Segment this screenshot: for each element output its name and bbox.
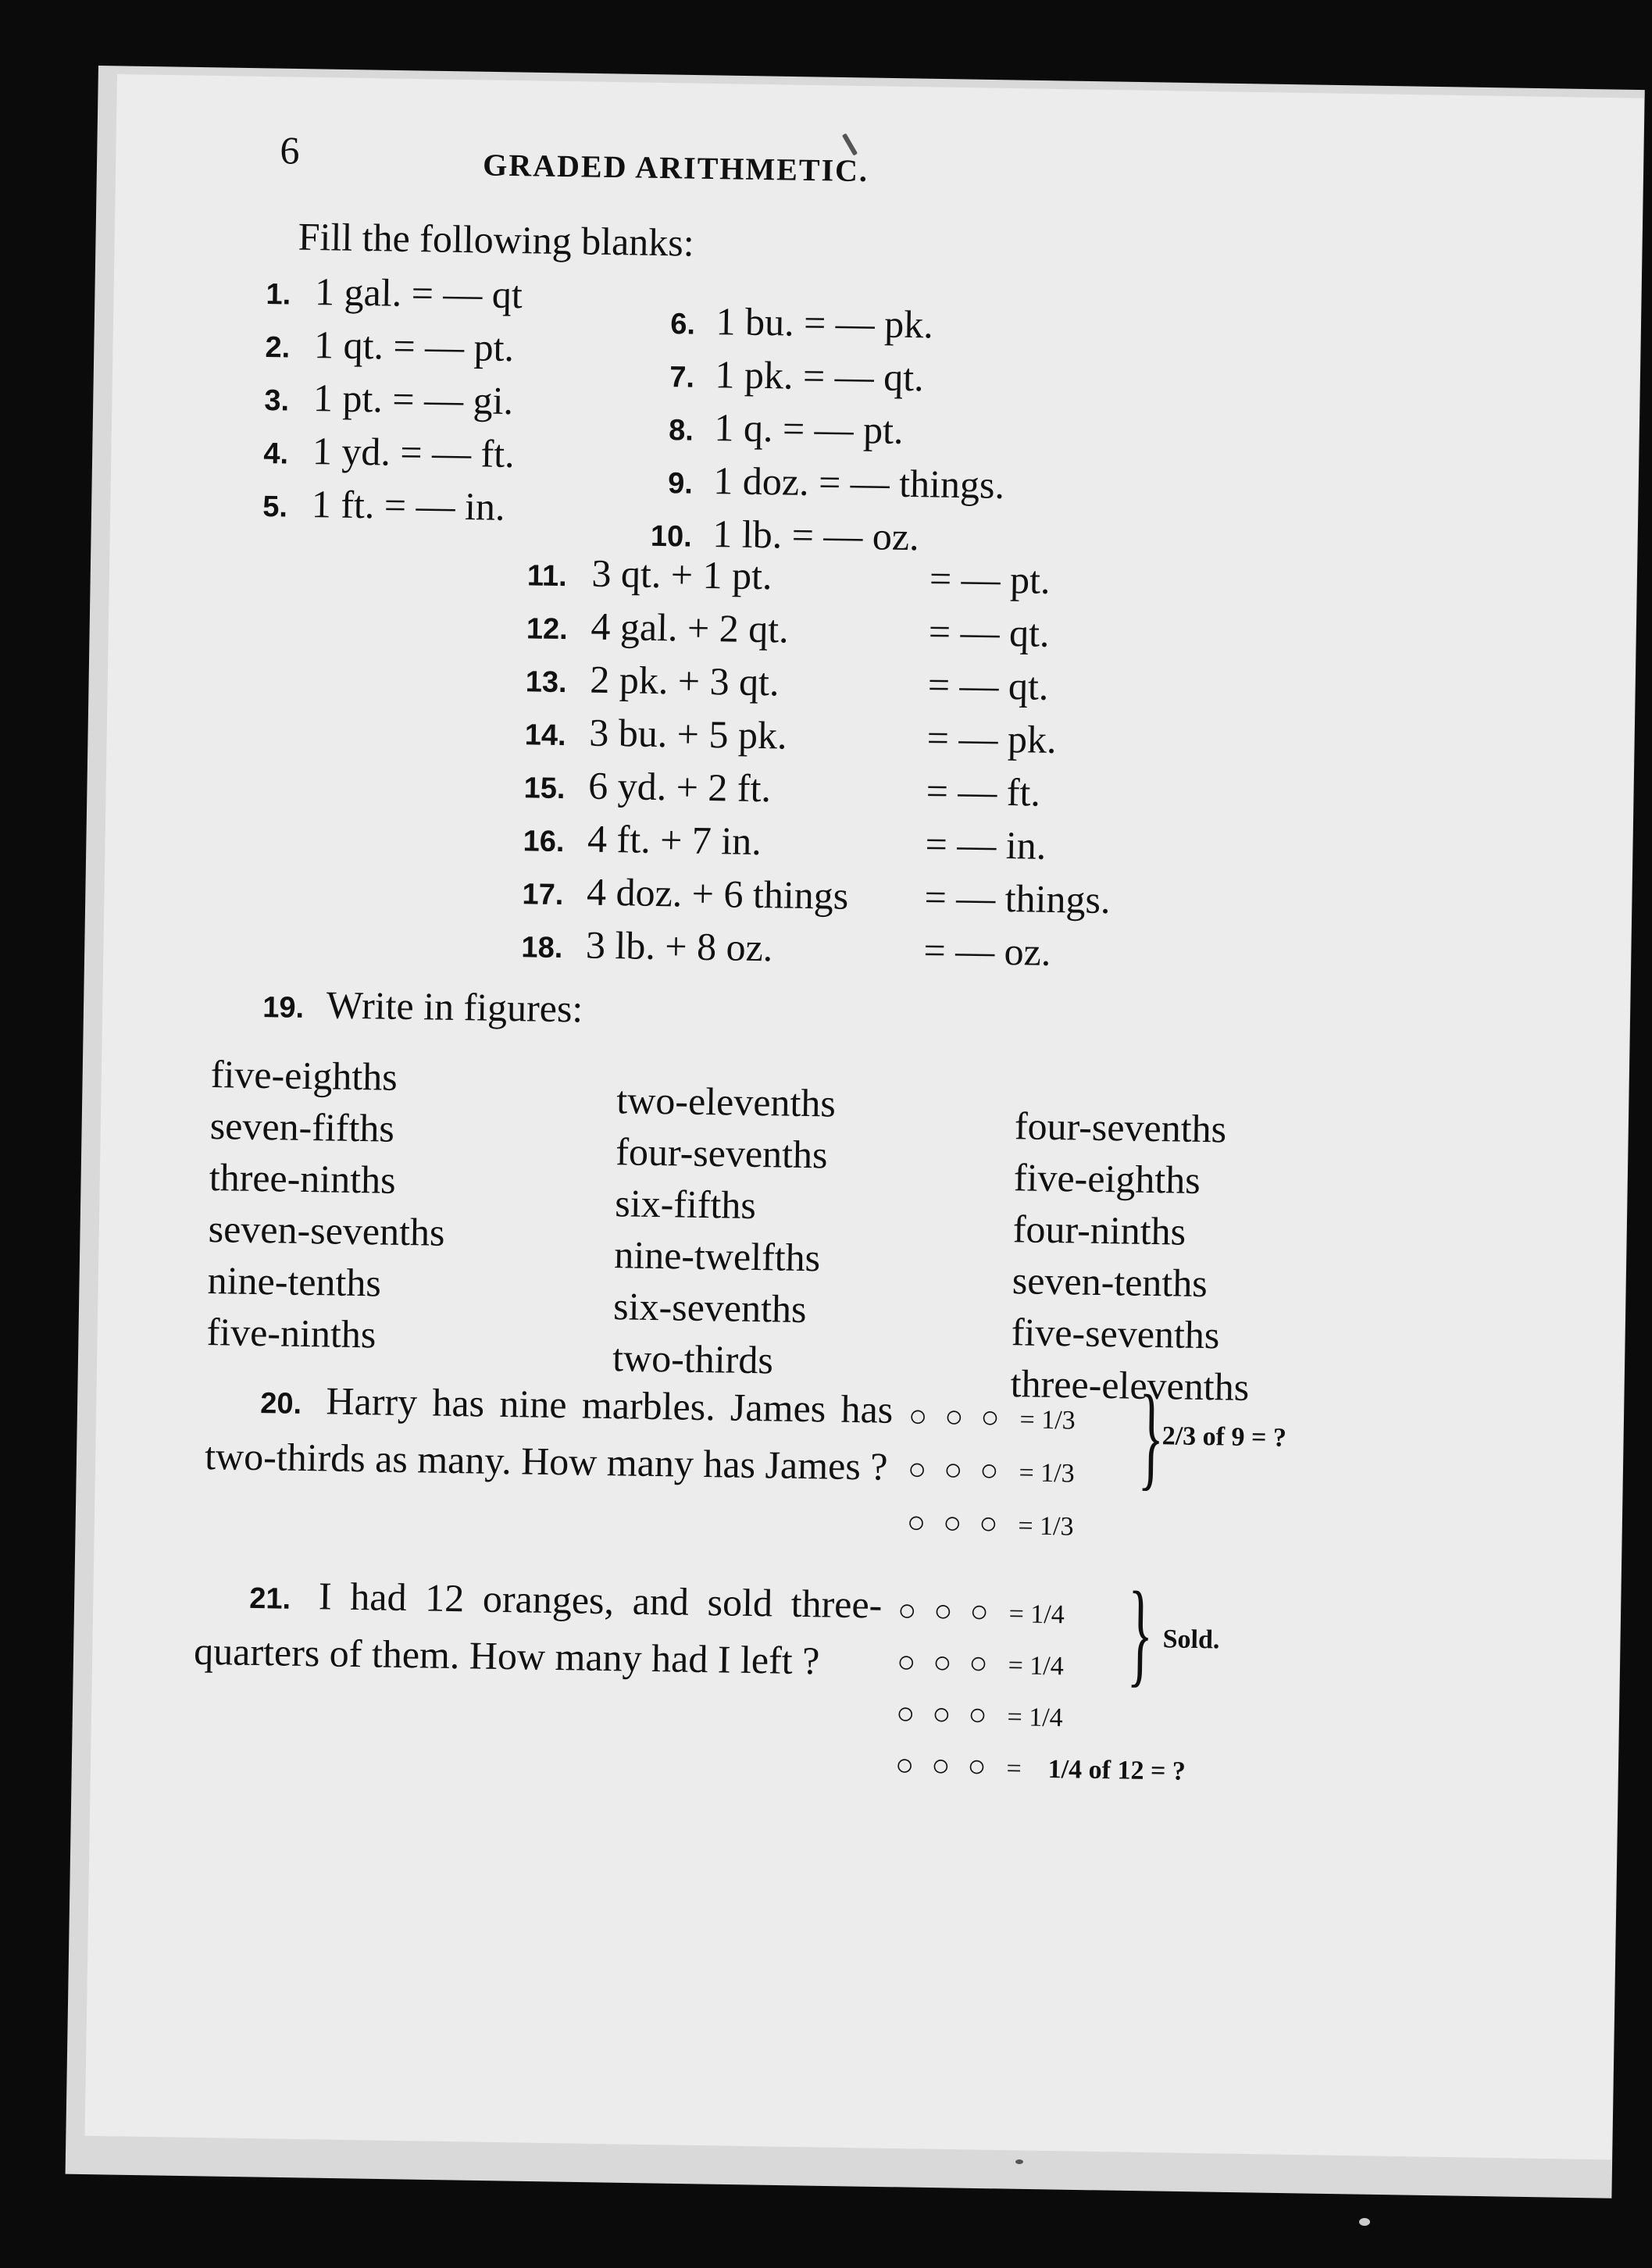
marble-group: ○○○ bbox=[906, 1504, 1015, 1542]
fraction-column-3 bbox=[1010, 1100, 1254, 1413]
exercise-9 bbox=[645, 457, 1004, 508]
exercise-number: 9. bbox=[667, 467, 694, 501]
exercise-text: 1 q. = — pt. bbox=[714, 405, 904, 452]
orange-row-value: = 1/4 bbox=[1008, 1651, 1065, 1681]
right-brace-icon: } bbox=[1137, 1371, 1165, 1502]
right-brace-icon: } bbox=[1126, 1567, 1154, 1699]
fraction-word: five-ninths bbox=[206, 1310, 376, 1357]
fraction-word: five-eighths bbox=[210, 1052, 398, 1099]
fraction-word: six-fifths bbox=[614, 1181, 757, 1228]
fraction-word: seven-sevenths bbox=[208, 1207, 445, 1254]
fraction-word: seven-fifths bbox=[209, 1104, 395, 1150]
exercise-expression: 4 gal. + 2 qt. bbox=[591, 604, 790, 651]
exercise-17 bbox=[522, 868, 1111, 922]
exercise-number: 14. bbox=[524, 719, 566, 753]
running-title: GRADED ARITHMETIC. bbox=[482, 147, 869, 189]
orange-result: 1/4 of 12 = ? bbox=[1047, 1754, 1186, 1786]
exercise-text: I had 12 oranges, and sold three-quarters of them. How many had I left ? bbox=[193, 1574, 883, 1683]
orange-row-value: = 1/4 bbox=[1007, 1703, 1063, 1733]
exercise-text: 1 qt. = — pt. bbox=[313, 323, 515, 370]
exercise-text: 1 yd. = — ft. bbox=[312, 428, 516, 476]
orange-row-value: = bbox=[1006, 1754, 1022, 1784]
exercise-number: 12. bbox=[526, 612, 569, 647]
exercise-text: 1 pt. = — gi. bbox=[312, 375, 514, 423]
exercise-number: 19. bbox=[262, 991, 305, 1025]
fraction-word: four-ninths bbox=[1012, 1207, 1186, 1253]
orange-group: ○○○ bbox=[895, 1695, 1004, 1733]
exercise-20 bbox=[205, 1372, 894, 1493]
exercise-text: 1 doz. = — things. bbox=[712, 458, 1005, 507]
exercise-number: 18. bbox=[521, 931, 563, 965]
marble-row-value: = 1/3 bbox=[1018, 1511, 1074, 1542]
exercise-result: = — ft. bbox=[926, 768, 1041, 815]
exercise-expression: 2 pk. + 3 qt. bbox=[589, 657, 780, 704]
exercise-text: Harry has nine marbles. James has two-thirds as many. How many has James ? bbox=[204, 1378, 894, 1489]
exercise-13 bbox=[525, 655, 1048, 709]
orange-group: ○○○ bbox=[897, 1592, 1007, 1630]
exercise-19 bbox=[262, 981, 583, 1031]
exercise-number: 20. bbox=[259, 1387, 302, 1421]
exercise-11 bbox=[527, 549, 1051, 603]
fraction-word: nine-twelfths bbox=[613, 1232, 821, 1280]
exercise-result: = — qt. bbox=[928, 609, 1050, 655]
exercise-number: 10. bbox=[650, 519, 693, 554]
exercise-7 bbox=[648, 351, 924, 401]
exercise-text: 1 ft. = — in. bbox=[311, 481, 505, 529]
exercise-18 bbox=[521, 921, 1051, 975]
exercise-result: = — qt. bbox=[927, 662, 1049, 708]
exercise-expression: 4 doz. + 6 things bbox=[586, 869, 849, 918]
fraction-word: seven-tenths bbox=[1012, 1258, 1208, 1306]
exercise-number: 21. bbox=[249, 1582, 291, 1616]
exercise-number: 4. bbox=[263, 437, 289, 471]
marble-group: ○○○ bbox=[908, 1398, 1017, 1435]
fill-blanks-heading: Fill the following blanks: bbox=[298, 214, 695, 265]
orange-group: ○○○ bbox=[894, 1746, 1004, 1785]
exercise-expression: 3 lb. + 8 oz. bbox=[585, 922, 773, 970]
fraction-word: two-thirds bbox=[612, 1335, 774, 1382]
exercise-16 bbox=[523, 815, 1046, 868]
exercise-14 bbox=[524, 708, 1057, 762]
exercise-number: 13. bbox=[525, 665, 567, 700]
exercise-number: 1. bbox=[266, 278, 291, 312]
marble-result: 2/3 of 9 = ? bbox=[1161, 1421, 1287, 1453]
exercise-15 bbox=[523, 761, 1040, 815]
exercise-1 bbox=[266, 268, 523, 317]
exercise-12 bbox=[526, 602, 1050, 656]
fraction-word: five-eighths bbox=[1013, 1155, 1201, 1202]
page-number: 6 bbox=[280, 128, 300, 173]
exercise-text: 1 bu. = — pk. bbox=[715, 299, 934, 347]
exercise-number: 2. bbox=[265, 331, 291, 365]
scan-mark bbox=[1015, 2159, 1023, 2164]
orange-row-value: = 1/4 bbox=[1008, 1599, 1065, 1630]
fraction-word: five-sevenths bbox=[1011, 1310, 1220, 1357]
fraction-column-2 bbox=[612, 1074, 837, 1386]
marble-group: ○○○ bbox=[907, 1451, 1016, 1489]
sold-label: Sold. bbox=[1162, 1624, 1220, 1655]
exercise-expression: 4 ft. + 7 in. bbox=[587, 816, 762, 864]
exercise-8 bbox=[647, 404, 904, 453]
exercise-text: 1 gal. = — qt bbox=[314, 269, 523, 317]
orange-group: ○○○ bbox=[896, 1643, 1006, 1681]
fraction-word: three-ninths bbox=[209, 1155, 397, 1202]
exercise-text: 1 lb. = — oz. bbox=[712, 512, 920, 559]
exercise-number: 11. bbox=[526, 559, 568, 594]
exercise-number: 6. bbox=[670, 308, 696, 341]
fraction-word: three-elevenths bbox=[1010, 1361, 1250, 1409]
exercise-number: 8. bbox=[668, 414, 694, 448]
exercise-number: 16. bbox=[523, 825, 565, 859]
orange-diagram bbox=[894, 1567, 1220, 1796]
fraction-word: four-sevenths bbox=[1014, 1104, 1227, 1151]
exercise-result: = — things. bbox=[924, 875, 1111, 922]
exercise-result: = — pt. bbox=[929, 556, 1051, 602]
exercise-2 bbox=[265, 321, 514, 370]
exercise-21 bbox=[194, 1567, 883, 1689]
exercise-5 bbox=[262, 480, 505, 530]
exercise-result: = — in. bbox=[925, 822, 1047, 868]
marble-row-value: = 1/3 bbox=[1019, 1405, 1076, 1435]
scan-mark bbox=[1359, 2218, 1370, 2226]
fraction-column-1 bbox=[206, 1048, 448, 1361]
exercise-text: 1 pk. = — qt. bbox=[715, 352, 925, 400]
exercise-3 bbox=[264, 374, 513, 423]
fraction-word: four-sevenths bbox=[615, 1129, 828, 1177]
book-page bbox=[85, 74, 1644, 2159]
exercise-result: = — pk. bbox=[926, 715, 1057, 761]
exercise-number: 15. bbox=[523, 772, 566, 806]
exercise-4 bbox=[263, 427, 515, 476]
exercise-expression: 3 bu. + 5 pk. bbox=[588, 710, 787, 758]
exercise-number: 7. bbox=[669, 361, 695, 394]
exercise-text: Write in figures: bbox=[326, 982, 583, 1031]
exercise-number: 5. bbox=[262, 490, 288, 524]
exercise-number: 3. bbox=[264, 384, 290, 418]
fraction-word: nine-tenths bbox=[207, 1258, 382, 1305]
fraction-word: two-elevenths bbox=[616, 1078, 837, 1125]
fraction-word: six-sevenths bbox=[612, 1284, 807, 1332]
marble-row-value: = 1/3 bbox=[1019, 1458, 1075, 1489]
exercise-6 bbox=[648, 298, 934, 348]
exercise-number: 17. bbox=[522, 878, 564, 912]
exercise-result: = — oz. bbox=[923, 928, 1051, 974]
exercise-expression: 3 qt. + 1 pt. bbox=[591, 551, 772, 598]
exercise-expression: 6 yd. + 2 ft. bbox=[587, 763, 772, 811]
